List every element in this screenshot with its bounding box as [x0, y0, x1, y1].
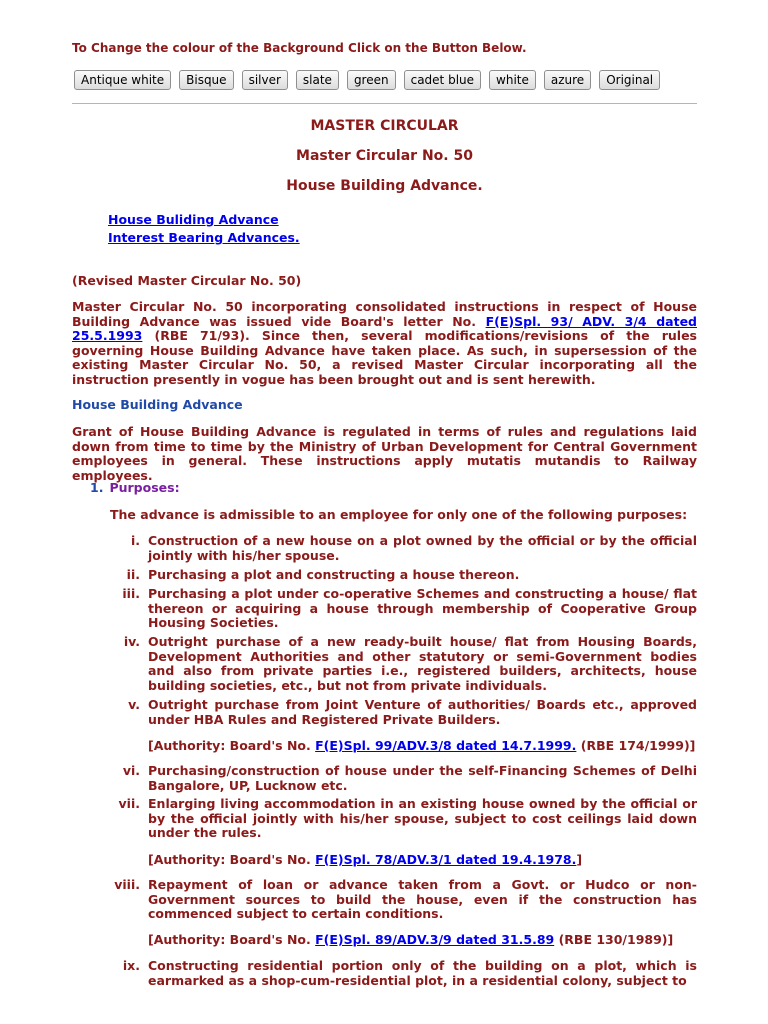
azure-button[interactable]: azure [544, 70, 591, 90]
revised-note: (Revised Master Circular No. 50) [72, 273, 302, 288]
purpose-item [114, 877, 697, 922]
toc-link-interest-bearing-advances[interactable]: Interest Bearing Advances. [108, 230, 300, 245]
item-text: Outright purchase of a new ready-built house/ flat from Housing Boards, Development Authorities and other statutory or semi-Government bodies and also from private parties i.e., registered builders, architects, house building societies, etc., but not from private individuals. [148, 634, 697, 693]
item-numeral: i. [130, 533, 140, 548]
purpose-item [130, 533, 697, 563]
authority-suffix: (RBE 174/1999)] [580, 738, 696, 753]
item-numeral: iv. [123, 634, 140, 649]
authority-link[interactable]: F(E)Spl. 89/ADV.3/9 dated 31.5.89 [315, 932, 555, 947]
purpose-item [126, 567, 697, 583]
item-numeral: ii. [126, 567, 140, 582]
antique-white-button[interactable]: Antique white [74, 70, 171, 90]
intro-paragraph [72, 300, 697, 387]
intro-text-pre: Master Circular No. 50 incorporating consolidated instructions in respect of House Building Advance was issued vide Board's letter No. [72, 299, 697, 329]
item-text: Repayment of loan or advance taken from a Govt. or Hudco or non-Government sources to build the house, even if the construction has commenced subject to certain conditions. [148, 877, 697, 921]
purpose-item [123, 634, 697, 693]
slate-button[interactable]: slate [296, 70, 339, 90]
purpose-item [128, 697, 697, 727]
toc-link-house-building-advance[interactable]: House Buliding Advance [108, 212, 279, 227]
authority-prefix: [Authority: Board's No. [148, 852, 311, 867]
item-numeral: ix. [122, 958, 140, 973]
intro-text-post: (RBE 71/93). Since then, several modifications/revisions of the rules governing House Building Advance have taken place. As such, in supersession of the existing Master Circular No. 50, a revised Master Circular incorporating all the instruction presently in vogue has been brought out and is sent herewith. [72, 328, 697, 387]
original-button[interactable]: Original [599, 70, 660, 90]
horizontal-divider [72, 103, 697, 104]
bisque-button[interactable]: Bisque [179, 70, 233, 90]
circular-subject: House Building Advance. [286, 178, 483, 194]
purpose-item [122, 586, 697, 631]
item-numeral: vi. [122, 763, 140, 778]
purpose-item [122, 958, 697, 988]
cadet-blue-button[interactable]: cadet blue [404, 70, 481, 90]
item-text: Purchasing a plot and constructing a house thereon. [148, 567, 520, 582]
background-color-buttons [74, 70, 660, 90]
item-numeral: vii. [118, 796, 140, 811]
circular-number: Master Circular No. 50 [296, 148, 473, 164]
silver-button[interactable]: silver [242, 70, 288, 90]
item-text: Construction of a new house on a plot owned by the official or by the official jointly with his/her spouse. [148, 533, 697, 563]
purposes-heading [90, 480, 180, 495]
item-text: Purchasing a plot under co-operative Schemes and constructing a house/ flat thereon or acquiring a house through membership of Cooperative Group Housing Societies. [148, 586, 697, 630]
section-heading-house-building-advance: House Building Advance [72, 397, 243, 412]
authority-link[interactable]: F(E)Spl. 78/ADV.3/1 dated 19.4.1978. [315, 852, 577, 867]
purpose-item [122, 763, 697, 793]
item-numeral: v. [128, 697, 140, 712]
authority-reference [148, 852, 582, 867]
purposes-label: Purposes: [109, 480, 180, 495]
item-text: Constructing residential portion only of the building on a plot, which is earmarked as a shop-cum-residential plot, in a residential colony, subject to [148, 958, 697, 988]
authority-reference [148, 932, 673, 947]
purposes-intro: The advance is admissible to an employee for only one of the following purposes: [110, 507, 688, 522]
purposes-number: 1. [90, 480, 104, 495]
item-text: Enlarging living accommodation in an existing house owned by the official or by the official jointly with his/her spouse, subject to cost ceilings laid down under the rules. [148, 796, 697, 840]
intro-letter-link[interactable]: F(E)Spl. 93/ ADV. 3/4 dated 25.5.1993 [72, 313, 697, 343]
item-numeral: iii. [122, 586, 140, 601]
item-numeral: viii. [114, 877, 140, 892]
authority-prefix: [Authority: Board's No. [148, 932, 311, 947]
authority-link[interactable]: F(E)Spl. 99/ADV.3/8 dated 14.7.1999. [315, 738, 577, 753]
item-text: Outright purchase from Joint Venture of authorities/ Boards etc., approved under HBA Rules and Registered Private Builders. [148, 697, 697, 727]
item-text: Purchasing/construction of house under the self-Financing Schemes of Delhi Bangalore, UP, Lucknow etc. [148, 763, 697, 793]
purpose-item [118, 796, 697, 841]
grant-paragraph: Grant of House Building Advance is regulated in terms of rules and regulations laid down from time to time by the Ministry of Urban Development for Central Government employees in general. These instructions apply mutatis mutandis to Railway employees. [72, 424, 697, 483]
background-instruction: To Change the colour of the Background Click on the Button Below. [72, 41, 527, 55]
white-button[interactable]: white [489, 70, 536, 90]
green-button[interactable]: green [347, 70, 396, 90]
authority-reference [148, 738, 695, 753]
page-title: MASTER CIRCULAR [310, 118, 459, 134]
authority-prefix: [Authority: Board's No. [148, 738, 311, 753]
authority-suffix: ] [576, 852, 583, 867]
authority-suffix: (RBE 130/1989)] [558, 932, 674, 947]
